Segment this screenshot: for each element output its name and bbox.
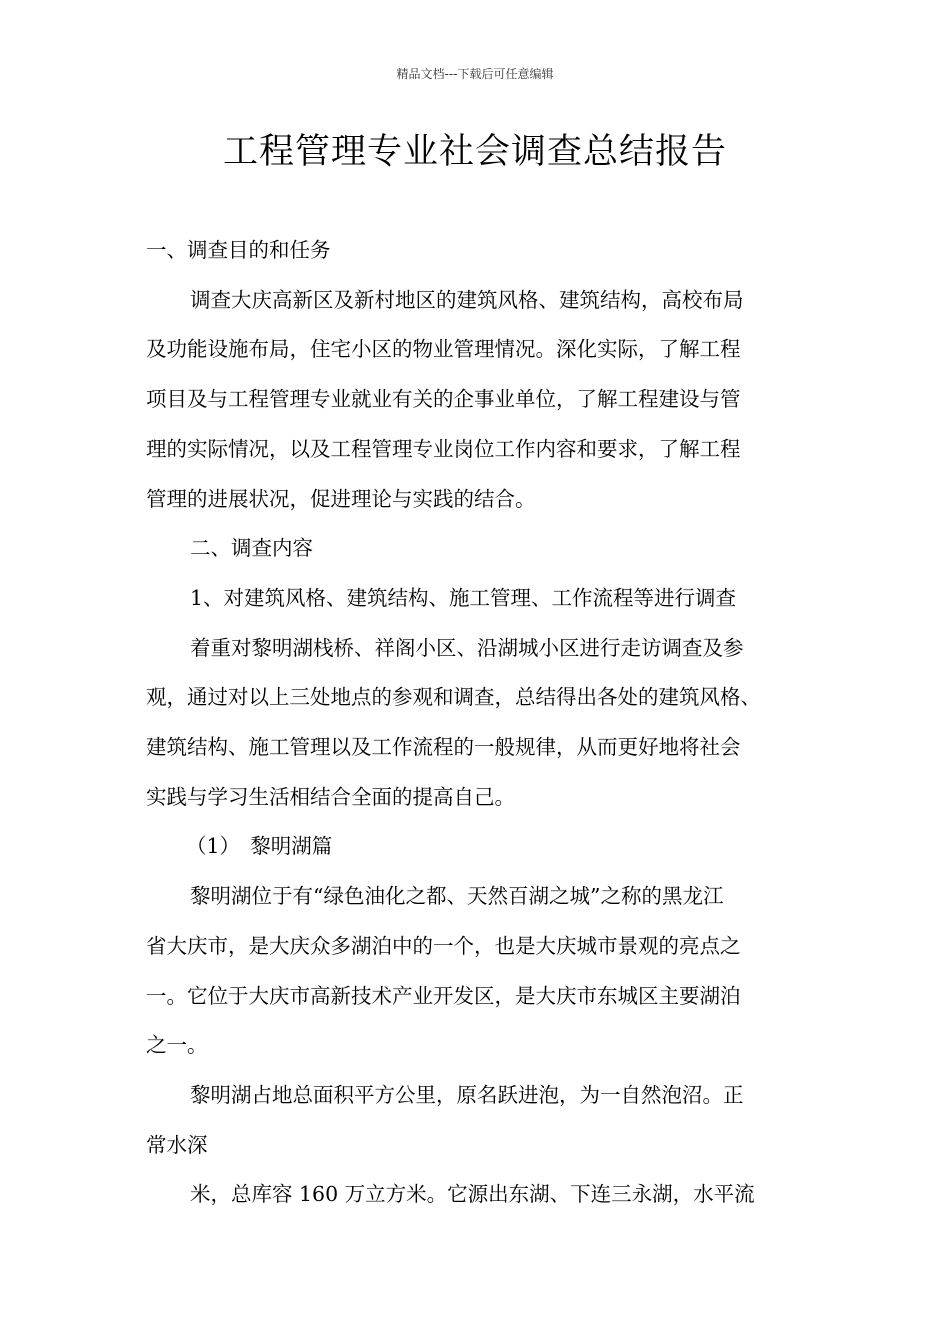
subsection-heading: 1、对建筑风格、建筑结构、施工管理、工作流程等进行调查 [190, 585, 737, 610]
section-heading-purpose: 一、调查目的和任务 [146, 238, 331, 262]
paragraph-line: 观，通过对以上三处地点的参观和调查，总结得出各处的建筑风格、 [146, 685, 761, 710]
section-heading-content: 二、调查内容 [190, 536, 313, 561]
paragraph-line: 项目及与工程管理专业就业有关的企事业单位，了解工程建设与管 [146, 387, 741, 412]
header-note: 精品文档---下载后可任意编辑 [396, 67, 554, 81]
paragraph-line: 米，总库容 160 万立方米。它源出东湖、下连三永湖，水平流 [190, 1182, 755, 1207]
document-title: 工程管理专业社会调查总结报告 [222, 132, 727, 172]
paragraph-line: 之一。 [146, 1033, 208, 1058]
paragraph-line: 实践与学习生活相结合全面的提高自己。 [146, 784, 515, 809]
paragraph-line: 一。它位于大庆市高新技术产业开发区，是大庆市东城区主要湖泊 [146, 983, 741, 1008]
paragraph-line: 建筑结构、施工管理以及工作流程的一般规律，从而更好地将社会 [146, 735, 741, 760]
paragraph-line: 黎明湖占地总面积平方公里，原名跃进泡，为一自然泡沼。正 [190, 1082, 744, 1107]
paragraph-line: 黎明湖位于有“绿色油化之都、天然百湖之城”之称的黑龙江 [190, 884, 724, 909]
paragraph-line: 调查大庆高新区及新村地区的建筑风格、建筑结构，高校布局 [190, 287, 744, 312]
subsection-heading-liming-lake: （1） 黎明湖篇 [186, 834, 333, 859]
paragraph-line: 省大庆市，是大庆众多湖泊中的一个，也是大庆城市景观的亮点之 [146, 933, 741, 958]
paragraph-line: 常水深 [146, 1132, 208, 1157]
paragraph-line: 理的实际情况，以及工程管理专业岗位工作内容和要求，了解工程 [146, 436, 741, 461]
paragraph-line: 及功能设施布局，住宅小区的物业管理情况。深化实际，了解工程 [146, 337, 741, 362]
document-body [146, 226, 822, 1220]
paragraph-line: 管理的进展状况，促进理论与实践的结合。 [146, 486, 536, 511]
paragraph-line: 着重对黎明湖栈桥、祥阁小区、沿湖城小区进行走访调查及参 [190, 635, 744, 660]
